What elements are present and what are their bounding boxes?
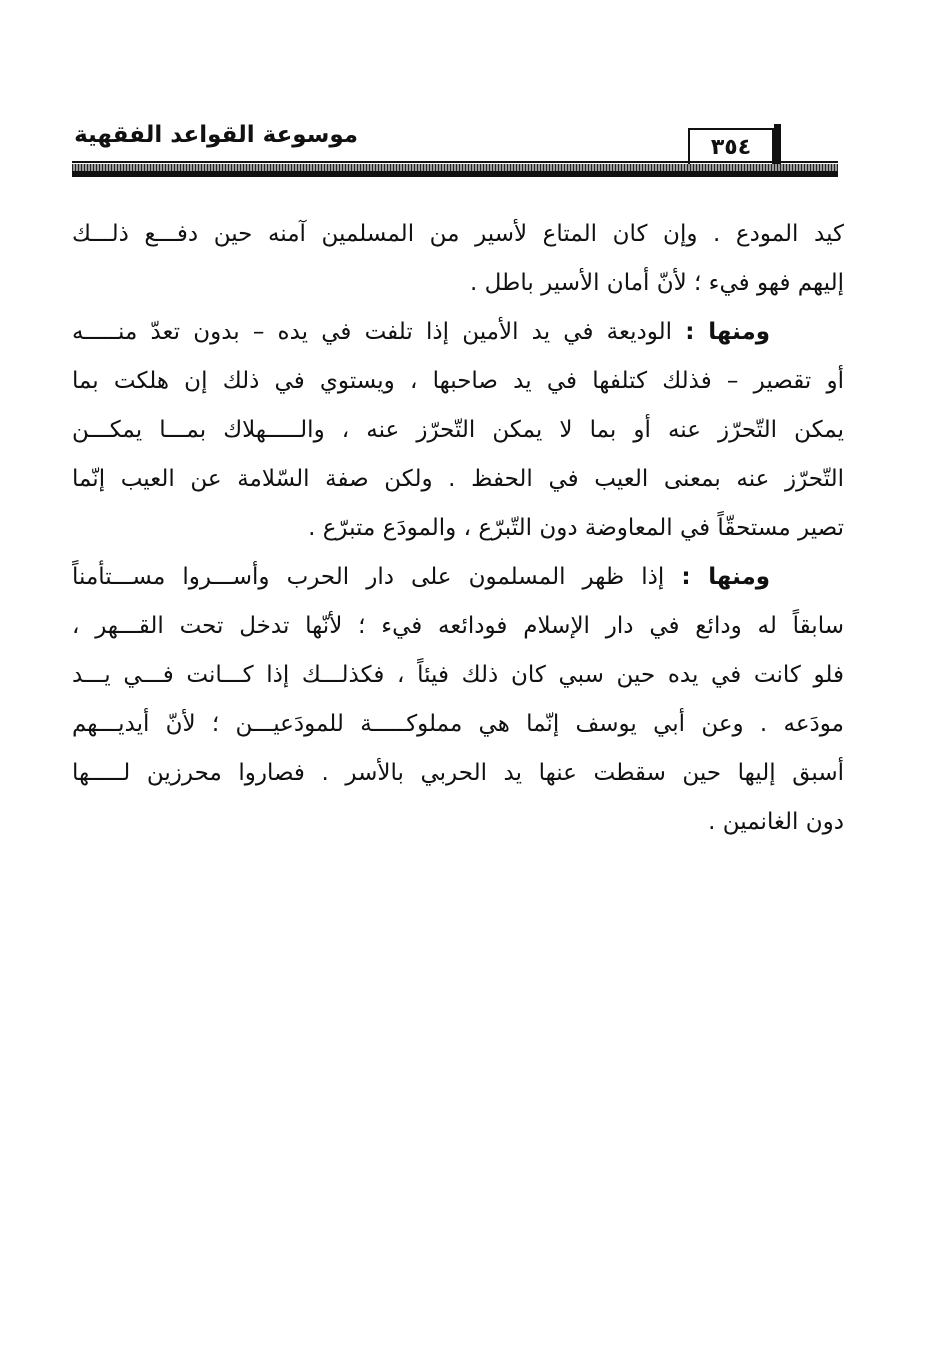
text-line: أسبق إليها حين سقطت عنها يد الحربي بالأسر . فصاروا محرزين لـــــها [72,760,844,786]
header-rule-thick [72,171,838,177]
text-line: مودَعه . وعن أبي يوسف إنّما هي مملوكـــــة للمودَعيـــن ؛ لأنّ أيديـــهم [72,711,844,737]
text-line: أو تقصير – فذلك كتلفها في يد صاحبها ، ويستوي في ذلك إن هلكت بما [72,368,844,394]
text-line: فلو كانت في يده حين سبي كان ذلك فيئاً ، فكذلـــك إذا كـــانت فـــي يـــد [72,662,844,688]
text-line: ومنها : إذا ظهر المسلمون على دار الحرب وأســـروا مســـتأمناً [72,564,771,590]
page-number: ٣٥٤ [710,135,752,160]
text-line: كيد المودع . وإن كان المتاع لأسير من المسلمين آمنه حين دفـــع ذلـــك [72,221,844,247]
header-rule-thin [72,161,838,163]
text-line: دون الغانمين . [708,809,844,835]
text-line: ومنها : الوديعة في يد الأمين إذا تلفت في يده – بدون تعدّ منـــــه [72,319,771,345]
section-keyword: ومنها : [685,319,771,345]
book-title: موسوعة القواعد الفقهية [74,122,358,148]
text-line: سابقاً له ودائع في دار الإسلام فودائعه فيء ؛ لأنّها تدخل تحت القـــهر ، [72,613,844,639]
page-header [0,0,940,190]
body-text [72,210,844,847]
text-line: التّحرّز عنه بمعنى العيب في الحفظ . ولكن صفة السّلامة عن العيب إنّما [72,466,844,492]
header-rule-hatched [72,164,838,171]
text-line: يمكن التّحرّز عنه أو بما لا يمكن التّحرّز عنه ، والـــــهلاك بمـــا يمكـــن [72,417,844,443]
text-line: إليهم فهو فيء ؛ لأنّ أمان الأسير باطل . [470,270,844,296]
section-keyword: ومنها : [681,564,771,590]
text-line: تصير مستحقّاً في المعاوضة دون التّبرّع ، والمودَع متبرّع . [308,515,844,541]
